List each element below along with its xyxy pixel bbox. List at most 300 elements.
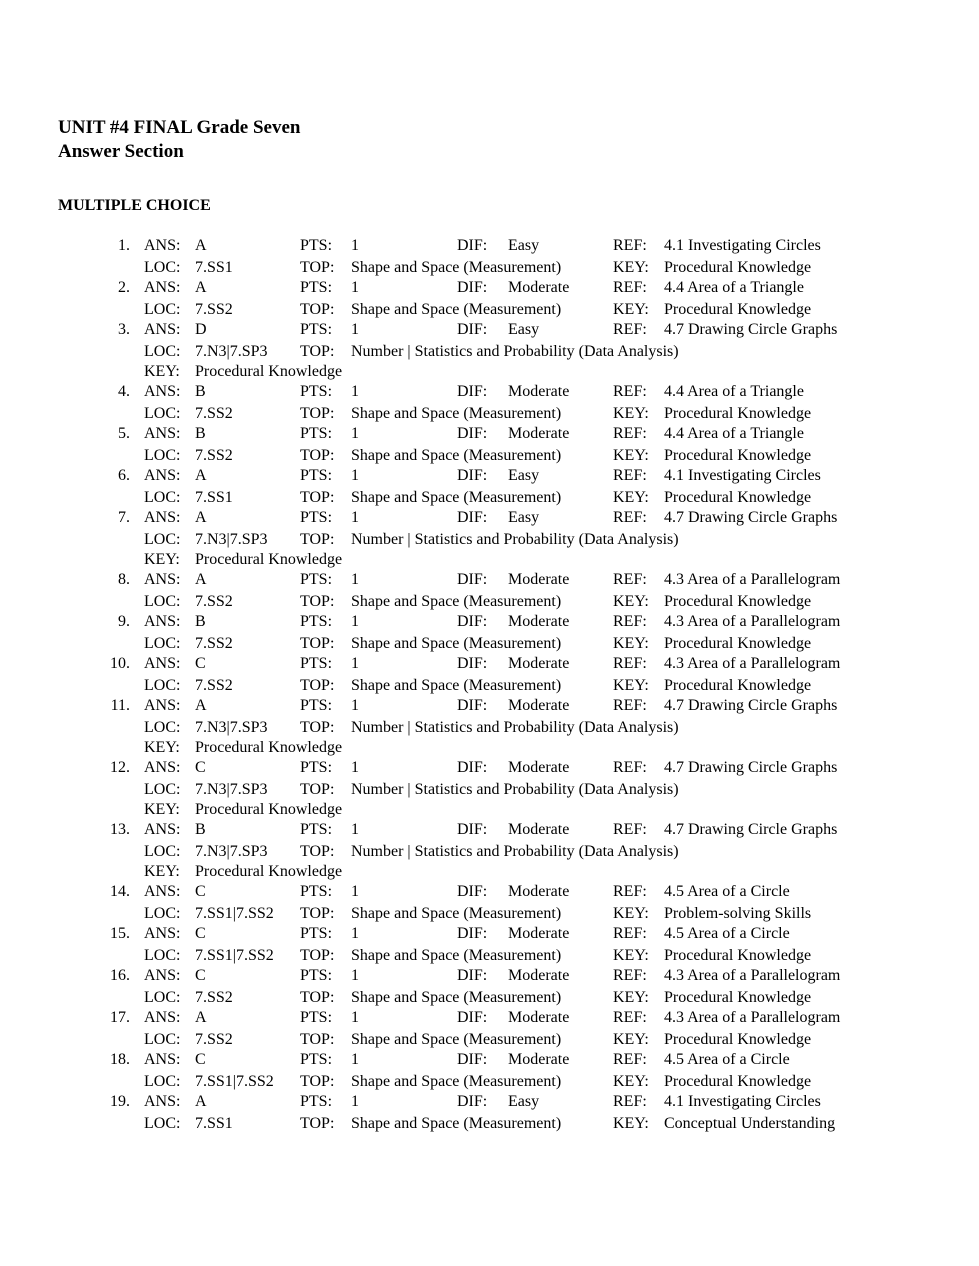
top-value: Shape and Space (Measurement): [351, 489, 562, 506]
question-number: 7.: [118, 509, 130, 526]
dif-label: DIF:: [457, 425, 488, 442]
ref-label: REF:: [613, 883, 647, 900]
ans-value: A: [195, 279, 207, 296]
pts-label: PTS:: [300, 925, 333, 942]
top-value: Number | Statistics and Probability (Data Analysis): [351, 719, 679, 736]
dif-label: DIF:: [457, 279, 488, 296]
key-label: KEY:: [144, 739, 180, 756]
key-value: Procedural Knowledge: [195, 739, 343, 756]
key-value: Procedural Knowledge: [664, 947, 812, 964]
pts-value: 1: [351, 613, 359, 630]
top-value: Number | Statistics and Probability (Data Analysis): [351, 531, 679, 548]
ans-value: C: [195, 759, 206, 776]
answer-item: [0, 382, 979, 424]
answer-row-secondary: [0, 1072, 979, 1092]
ref-value: 4.7 Drawing Circle Graphs: [664, 759, 838, 776]
key-value: Procedural Knowledge: [664, 259, 812, 276]
ref-label: REF:: [613, 383, 647, 400]
key-label: KEY:: [613, 677, 649, 694]
loc-label: LOC:: [144, 343, 181, 360]
loc-label: LOC:: [144, 635, 181, 652]
dif-label: DIF:: [457, 613, 488, 630]
key-value: Procedural Knowledge: [195, 551, 343, 568]
ref-label: REF:: [613, 1093, 647, 1110]
answer-row-secondary: [0, 988, 979, 1008]
question-number: 14.: [110, 883, 130, 900]
top-value: Shape and Space (Measurement): [351, 1115, 562, 1132]
question-number: 13.: [110, 821, 130, 838]
answer-row-secondary: [0, 780, 979, 800]
answer-row-primary: [0, 820, 979, 842]
ans-label: ANS:: [144, 1009, 181, 1026]
ref-label: REF:: [613, 925, 647, 942]
question-number: 19.: [110, 1093, 130, 1110]
key-value: Procedural Knowledge: [664, 593, 812, 610]
answer-row-primary: [0, 508, 979, 530]
ans-value: A: [195, 509, 207, 526]
key-label: KEY:: [613, 259, 649, 276]
dif-label: DIF:: [457, 883, 488, 900]
loc-label: LOC:: [144, 989, 181, 1006]
ref-value: 4.3 Area of a Parallelogram: [664, 613, 841, 630]
ref-label: REF:: [613, 571, 647, 588]
dif-value: Moderate: [508, 925, 570, 942]
ans-value: C: [195, 925, 206, 942]
pts-label: PTS:: [300, 883, 333, 900]
ans-value: C: [195, 1051, 206, 1068]
loc-value: 7.SS1: [195, 489, 233, 506]
dif-value: Easy: [508, 321, 540, 338]
loc-label: LOC:: [144, 1115, 181, 1132]
key-value: Procedural Knowledge: [195, 801, 343, 818]
document-subtitle: Answer Section: [58, 141, 184, 162]
key-value: Procedural Knowledge: [664, 989, 812, 1006]
document-title: UNIT #4 FINAL Grade Seven: [58, 117, 301, 138]
answer-item: [0, 924, 979, 966]
loc-value: 7.SS2: [195, 1031, 233, 1048]
ref-value: 4.4 Area of a Triangle: [664, 425, 804, 442]
answer-row-secondary: [0, 592, 979, 612]
key-value: Procedural Knowledge: [195, 863, 343, 880]
key-label: KEY:: [613, 989, 649, 1006]
pts-value: 1: [351, 1051, 359, 1068]
pts-value: 1: [351, 425, 359, 442]
question-number: 8.: [118, 571, 130, 588]
answer-item: [0, 966, 979, 1008]
dif-value: Easy: [508, 237, 540, 254]
loc-value: 7.N3|7.SP3: [195, 781, 268, 798]
ans-value: A: [195, 467, 207, 484]
pts-value: 1: [351, 759, 359, 776]
pts-label: PTS:: [300, 697, 333, 714]
ans-label: ANS:: [144, 967, 181, 984]
ref-label: REF:: [613, 613, 647, 630]
top-value: Shape and Space (Measurement): [351, 259, 562, 276]
ref-value: 4.7 Drawing Circle Graphs: [664, 697, 838, 714]
ref-value: 4.5 Area of a Circle: [664, 1051, 790, 1068]
answer-row-secondary: [0, 530, 979, 550]
ref-label: REF:: [613, 759, 647, 776]
answer-row-secondary: [0, 842, 979, 862]
ref-value: 4.5 Area of a Circle: [664, 925, 790, 942]
loc-label: LOC:: [144, 843, 181, 860]
ans-label: ANS:: [144, 425, 181, 442]
dif-value: Moderate: [508, 759, 570, 776]
answer-row-primary: [0, 1050, 979, 1072]
dif-label: DIF:: [457, 821, 488, 838]
loc-value: 7.SS1: [195, 259, 233, 276]
answer-row-primary: [0, 1092, 979, 1114]
loc-label: LOC:: [144, 677, 181, 694]
answer-row-primary: [0, 466, 979, 488]
dif-value: Moderate: [508, 655, 570, 672]
key-label: KEY:: [613, 301, 649, 318]
ref-value: 4.4 Area of a Triangle: [664, 279, 804, 296]
ans-value: A: [195, 1009, 207, 1026]
answer-row-primary: [0, 570, 979, 592]
answer-row-primary: [0, 758, 979, 780]
loc-value: 7.SS2: [195, 301, 233, 318]
dif-value: Moderate: [508, 697, 570, 714]
ans-value: B: [195, 425, 206, 442]
key-value: Procedural Knowledge: [664, 635, 812, 652]
pts-value: 1: [351, 925, 359, 942]
loc-label: LOC:: [144, 489, 181, 506]
top-value: Number | Statistics and Probability (Data Analysis): [351, 781, 679, 798]
top-label: TOP:: [300, 531, 335, 548]
pts-value: 1: [351, 279, 359, 296]
answer-row-primary: [0, 424, 979, 446]
question-number: 3.: [118, 321, 130, 338]
answer-row-secondary: [0, 676, 979, 696]
dif-value: Moderate: [508, 383, 570, 400]
pts-value: 1: [351, 467, 359, 484]
pts-value: 1: [351, 821, 359, 838]
pts-value: 1: [351, 697, 359, 714]
ans-label: ANS:: [144, 509, 181, 526]
question-number: 2.: [118, 279, 130, 296]
answer-row-primary: [0, 320, 979, 342]
answer-row-primary: [0, 882, 979, 904]
pts-label: PTS:: [300, 425, 333, 442]
ans-label: ANS:: [144, 613, 181, 630]
top-value: Shape and Space (Measurement): [351, 635, 562, 652]
ans-value: A: [195, 571, 207, 588]
section-heading: MULTIPLE CHOICE: [58, 197, 211, 214]
answer-item: [0, 612, 979, 654]
question-number: 9.: [118, 613, 130, 630]
pts-value: 1: [351, 383, 359, 400]
top-label: TOP:: [300, 947, 335, 964]
answer-row-key: [0, 738, 979, 758]
pts-label: PTS:: [300, 509, 333, 526]
answer-item: [0, 696, 979, 758]
ref-label: REF:: [613, 467, 647, 484]
key-value: Problem-solving Skills: [664, 905, 812, 922]
loc-label: LOC:: [144, 1073, 181, 1090]
pts-label: PTS:: [300, 821, 333, 838]
answer-row-secondary: [0, 404, 979, 424]
question-number: 6.: [118, 467, 130, 484]
ref-value: 4.5 Area of a Circle: [664, 883, 790, 900]
ans-value: A: [195, 237, 207, 254]
pts-value: 1: [351, 967, 359, 984]
ref-label: REF:: [613, 237, 647, 254]
ans-label: ANS:: [144, 655, 181, 672]
key-value: Procedural Knowledge: [195, 363, 343, 380]
dif-value: Easy: [508, 1093, 540, 1110]
answer-row-secondary: [0, 1030, 979, 1050]
question-number: 17.: [110, 1009, 130, 1026]
dif-value: Moderate: [508, 821, 570, 838]
ref-value: 4.3 Area of a Parallelogram: [664, 571, 841, 588]
answer-row-primary: [0, 654, 979, 676]
ref-value: 4.1 Investigating Circles: [664, 1093, 821, 1110]
pts-label: PTS:: [300, 759, 333, 776]
answer-row-secondary: [0, 946, 979, 966]
answer-list: [0, 236, 979, 1134]
key-value: Procedural Knowledge: [664, 447, 812, 464]
top-value: Shape and Space (Measurement): [351, 989, 562, 1006]
loc-value: 7.SS2: [195, 447, 233, 464]
ans-value: C: [195, 967, 206, 984]
top-label: TOP:: [300, 593, 335, 610]
top-value: Shape and Space (Measurement): [351, 405, 562, 422]
dif-label: DIF:: [457, 1009, 488, 1026]
dif-label: DIF:: [457, 383, 488, 400]
top-label: TOP:: [300, 843, 335, 860]
key-label: KEY:: [144, 551, 180, 568]
question-number: 1.: [118, 237, 130, 254]
dif-label: DIF:: [457, 655, 488, 672]
ref-label: REF:: [613, 821, 647, 838]
question-number: 18.: [110, 1051, 130, 1068]
dif-label: DIF:: [457, 237, 488, 254]
answer-item: [0, 570, 979, 612]
dif-label: DIF:: [457, 697, 488, 714]
loc-label: LOC:: [144, 301, 181, 318]
pts-label: PTS:: [300, 279, 333, 296]
ans-value: D: [195, 321, 207, 338]
dif-label: DIF:: [457, 509, 488, 526]
ref-value: 4.7 Drawing Circle Graphs: [664, 821, 838, 838]
key-label: KEY:: [613, 635, 649, 652]
key-label: KEY:: [613, 405, 649, 422]
pts-value: 1: [351, 655, 359, 672]
answer-item: [0, 882, 979, 924]
answer-row-secondary: [0, 904, 979, 924]
dif-value: Moderate: [508, 1051, 570, 1068]
top-value: Shape and Space (Measurement): [351, 677, 562, 694]
key-label: KEY:: [613, 1115, 649, 1132]
top-value: Number | Statistics and Probability (Data Analysis): [351, 343, 679, 360]
top-label: TOP:: [300, 405, 335, 422]
pts-label: PTS:: [300, 237, 333, 254]
answer-row-secondary: [0, 718, 979, 738]
ref-label: REF:: [613, 967, 647, 984]
answer-row-primary: [0, 1008, 979, 1030]
key-label: KEY:: [144, 363, 180, 380]
loc-value: 7.SS2: [195, 593, 233, 610]
loc-label: LOC:: [144, 259, 181, 276]
question-number: 15.: [110, 925, 130, 942]
top-label: TOP:: [300, 1115, 335, 1132]
answer-row-primary: [0, 278, 979, 300]
top-label: TOP:: [300, 447, 335, 464]
pts-label: PTS:: [300, 467, 333, 484]
loc-value: 7.SS2: [195, 635, 233, 652]
top-label: TOP:: [300, 1031, 335, 1048]
top-label: TOP:: [300, 1073, 335, 1090]
question-number: 4.: [118, 383, 130, 400]
ans-value: B: [195, 821, 206, 838]
ans-value: A: [195, 1093, 207, 1110]
answer-row-primary: [0, 382, 979, 404]
dif-value: Moderate: [508, 883, 570, 900]
pts-value: 1: [351, 509, 359, 526]
dif-value: Moderate: [508, 425, 570, 442]
loc-value: 7.N3|7.SP3: [195, 843, 268, 860]
ans-label: ANS:: [144, 821, 181, 838]
ref-value: 4.7 Drawing Circle Graphs: [664, 509, 838, 526]
top-value: Shape and Space (Measurement): [351, 947, 562, 964]
ref-label: REF:: [613, 509, 647, 526]
top-label: TOP:: [300, 489, 335, 506]
ans-label: ANS:: [144, 383, 181, 400]
answer-item: [0, 758, 979, 820]
key-value: Procedural Knowledge: [664, 1073, 812, 1090]
answer-row-key: [0, 362, 979, 382]
ref-label: REF:: [613, 697, 647, 714]
loc-label: LOC:: [144, 781, 181, 798]
ref-label: REF:: [613, 655, 647, 672]
ans-value: A: [195, 697, 207, 714]
ans-value: B: [195, 383, 206, 400]
loc-label: LOC:: [144, 405, 181, 422]
loc-value: 7.SS2: [195, 405, 233, 422]
dif-label: DIF:: [457, 925, 488, 942]
loc-value: 7.SS2: [195, 989, 233, 1006]
key-value: Procedural Knowledge: [664, 489, 812, 506]
ref-label: REF:: [613, 425, 647, 442]
ans-label: ANS:: [144, 1051, 181, 1068]
dif-label: DIF:: [457, 1051, 488, 1068]
loc-label: LOC:: [144, 947, 181, 964]
top-label: TOP:: [300, 635, 335, 652]
ans-label: ANS:: [144, 1093, 181, 1110]
answer-row-key: [0, 800, 979, 820]
key-label: KEY:: [144, 801, 180, 818]
loc-value: 7.SS1|7.SS2: [195, 905, 274, 922]
ans-label: ANS:: [144, 467, 181, 484]
pts-value: 1: [351, 1093, 359, 1110]
question-number: 11.: [110, 697, 130, 714]
answer-row-secondary: [0, 1114, 979, 1134]
ref-value: 4.1 Investigating Circles: [664, 467, 821, 484]
answer-item: [0, 278, 979, 320]
ref-value: 4.3 Area of a Parallelogram: [664, 1009, 841, 1026]
top-label: TOP:: [300, 301, 335, 318]
ans-label: ANS:: [144, 237, 181, 254]
answer-row-secondary: [0, 258, 979, 278]
loc-value: 7.SS1: [195, 1115, 233, 1132]
top-label: TOP:: [300, 677, 335, 694]
ans-label: ANS:: [144, 279, 181, 296]
dif-value: Easy: [508, 509, 540, 526]
answer-item: [0, 320, 979, 382]
pts-value: 1: [351, 321, 359, 338]
ref-label: REF:: [613, 321, 647, 338]
answer-row-key: [0, 550, 979, 570]
dif-label: DIF:: [457, 321, 488, 338]
top-value: Shape and Space (Measurement): [351, 593, 562, 610]
top-value: Shape and Space (Measurement): [351, 905, 562, 922]
pts-value: 1: [351, 237, 359, 254]
answer-row-secondary: [0, 634, 979, 654]
pts-label: PTS:: [300, 1051, 333, 1068]
answer-row-secondary: [0, 300, 979, 320]
pts-label: PTS:: [300, 321, 333, 338]
pts-value: 1: [351, 883, 359, 900]
key-label: KEY:: [613, 593, 649, 610]
loc-label: LOC:: [144, 905, 181, 922]
ref-label: REF:: [613, 1051, 647, 1068]
question-number: 16.: [110, 967, 130, 984]
loc-value: 7.SS1|7.SS2: [195, 1073, 274, 1090]
key-value: Procedural Knowledge: [664, 1031, 812, 1048]
key-value: Conceptual Understanding: [664, 1115, 836, 1132]
pts-label: PTS:: [300, 1093, 333, 1110]
answer-item: [0, 508, 979, 570]
key-label: KEY:: [613, 947, 649, 964]
top-value: Shape and Space (Measurement): [351, 1031, 562, 1048]
ans-label: ANS:: [144, 321, 181, 338]
ans-value: B: [195, 613, 206, 630]
dif-label: DIF:: [457, 967, 488, 984]
dif-label: DIF:: [457, 467, 488, 484]
pts-label: PTS:: [300, 383, 333, 400]
loc-label: LOC:: [144, 593, 181, 610]
pts-label: PTS:: [300, 967, 333, 984]
answer-row-primary: [0, 924, 979, 946]
pts-label: PTS:: [300, 1009, 333, 1026]
key-label: KEY:: [613, 1073, 649, 1090]
answer-item: [0, 1092, 979, 1134]
loc-label: LOC:: [144, 531, 181, 548]
dif-label: DIF:: [457, 571, 488, 588]
answer-item: [0, 424, 979, 466]
ans-label: ANS:: [144, 697, 181, 714]
answer-row-primary: [0, 696, 979, 718]
answer-row-primary: [0, 612, 979, 634]
loc-value: 7.N3|7.SP3: [195, 531, 268, 548]
ref-value: 4.4 Area of a Triangle: [664, 383, 804, 400]
dif-label: DIF:: [457, 1093, 488, 1110]
document-header: [58, 116, 300, 164]
top-value: Number | Statistics and Probability (Data Analysis): [351, 843, 679, 860]
answer-item: [0, 236, 979, 278]
ans-value: C: [195, 655, 206, 672]
dif-value: Moderate: [508, 571, 570, 588]
ref-value: 4.3 Area of a Parallelogram: [664, 655, 841, 672]
key-label: KEY:: [613, 447, 649, 464]
question-number: 5.: [118, 425, 130, 442]
key-label: KEY:: [613, 1031, 649, 1048]
ans-label: ANS:: [144, 883, 181, 900]
loc-value: 7.N3|7.SP3: [195, 343, 268, 360]
top-value: Shape and Space (Measurement): [351, 447, 562, 464]
loc-value: 7.SS1|7.SS2: [195, 947, 274, 964]
